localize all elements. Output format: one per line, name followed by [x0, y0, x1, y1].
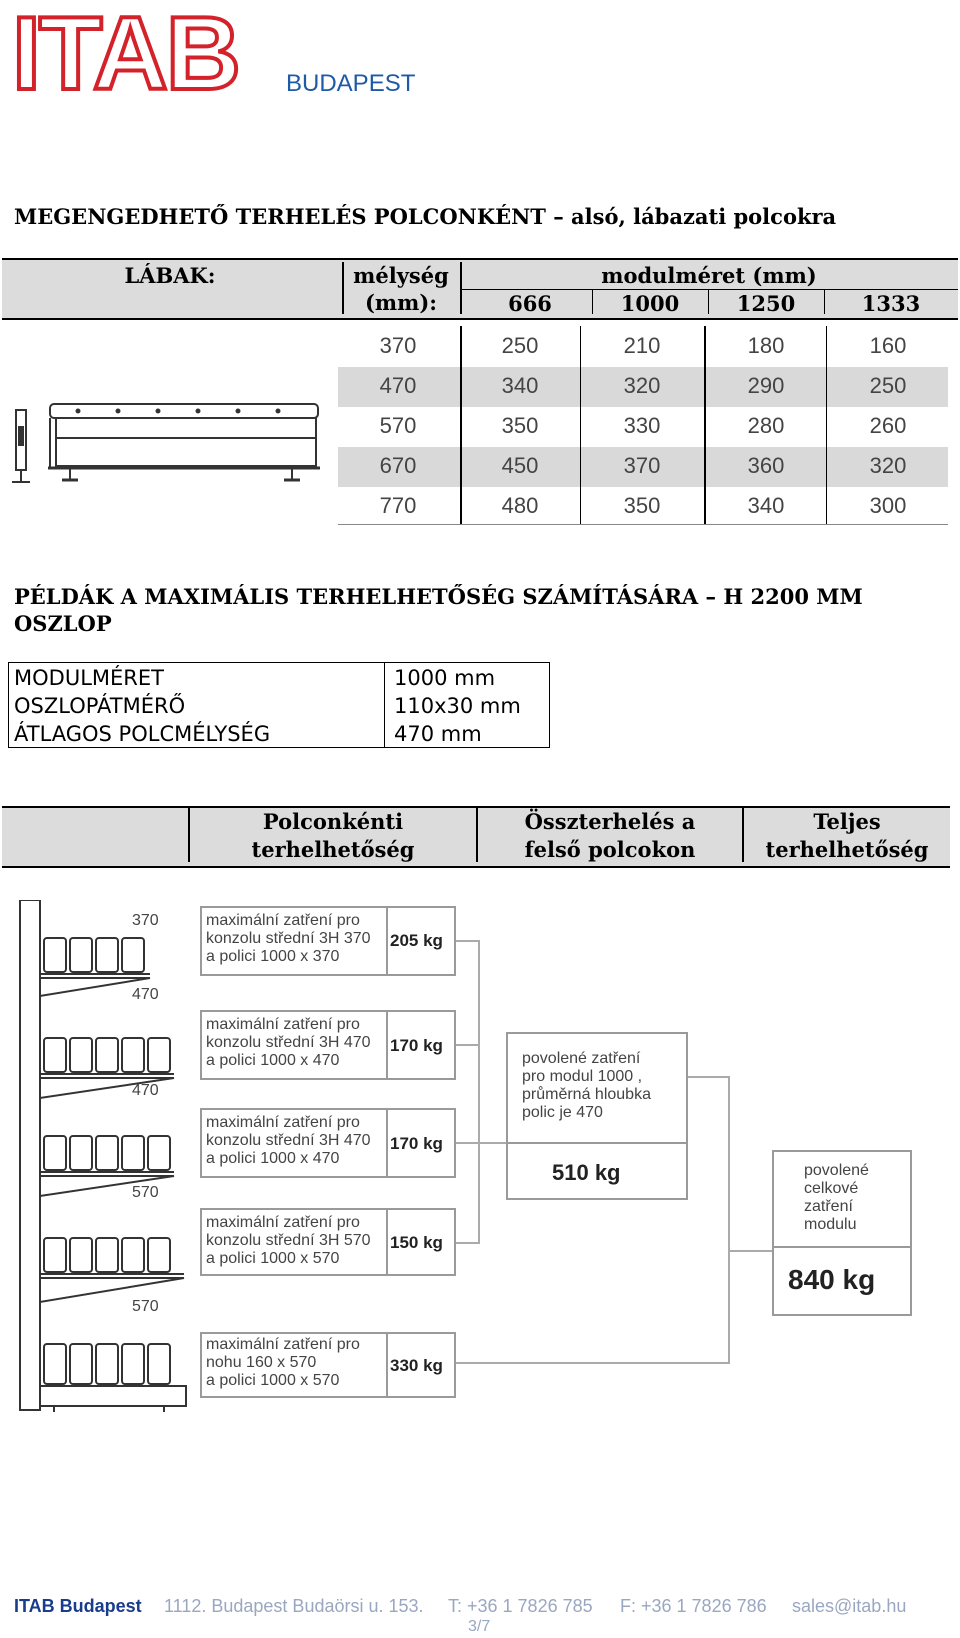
param-label: MODULMÉRET: [14, 666, 164, 690]
value-cell: 330: [623, 413, 661, 438]
column-full-load: Teljes: [813, 809, 881, 834]
shelf-desc: a polici 1000 x 470: [206, 1150, 340, 1167]
value-cell: 450: [501, 453, 539, 478]
shelf-desc: a polici 1000 x 570: [206, 1250, 340, 1267]
value-cell: 350: [501, 413, 539, 438]
value-cell: 210: [623, 333, 661, 358]
total-desc: celkové: [804, 1180, 859, 1197]
depth-label: 470: [132, 986, 159, 1003]
value-cell: 340: [501, 373, 539, 398]
shelf-load-value: 330 kg: [390, 1356, 443, 1375]
total-desc: povolené: [804, 1162, 869, 1179]
footer-fax: F: +36 1 7826 786: [620, 1596, 767, 1616]
depth-label: 570: [132, 1184, 159, 1201]
depth-cell: 470: [379, 373, 417, 398]
depth-label: 570: [132, 1298, 159, 1315]
value-cell: 300: [869, 493, 907, 518]
depth-label: 370: [132, 912, 159, 929]
module-desc: pro modul 1000 ,: [522, 1068, 643, 1085]
value-cell: 260: [869, 413, 907, 438]
page-number: 3/7: [468, 1618, 491, 1635]
value-cell: 370: [623, 453, 661, 478]
value-cell: 360: [747, 453, 785, 478]
value-cell: 180: [747, 333, 785, 358]
shelving-unit-illustration: [14, 900, 194, 1412]
shelf-desc: a polici 1000 x 570: [206, 1372, 340, 1389]
value-cell: 250: [501, 333, 539, 358]
module-size-1000: 1000: [620, 291, 680, 316]
value-cell: 480: [501, 493, 539, 518]
value-cell: 320: [869, 453, 907, 478]
value-cell: 250: [869, 373, 907, 398]
module-desc: průměrná hloubka: [522, 1086, 651, 1103]
value-cell: 280: [747, 413, 785, 438]
shelf-desc: maximální zatření pro: [206, 1016, 360, 1033]
column-upper-total: Összterhelés a: [524, 809, 696, 834]
module-size-1250: 1250: [736, 291, 796, 316]
module-load-value: 510 kg: [552, 1160, 621, 1185]
value-cell: 350: [623, 493, 661, 518]
depth-cell: 570: [379, 413, 417, 438]
param-value: 110x30 mm: [394, 694, 521, 718]
shelf-desc: maximální zatření pro: [206, 1336, 360, 1353]
param-label: OSZLOPÁTMÉRŐ: [14, 694, 186, 718]
footer-address: 1112. Budapest Budaörsi u. 153.: [164, 1596, 424, 1616]
shelf-desc: konzolu střední 3H 370: [206, 930, 371, 947]
column-full-load-2: terhelhetőség: [765, 837, 929, 862]
depth-label: 470: [132, 1082, 159, 1099]
param-value: 1000 mm: [394, 666, 496, 690]
total-load-value: 840 kg: [788, 1264, 876, 1295]
base-shelf-illustration: [8, 396, 338, 488]
shelf-desc: konzolu střední 3H 470: [206, 1034, 371, 1051]
module-size-666: 666: [508, 291, 552, 316]
column-upper-total-2: felső polcokon: [524, 837, 696, 862]
param-value: 470 mm: [394, 722, 482, 746]
footer-email[interactable]: sales@itab.hu: [792, 1596, 907, 1616]
shelf-desc: maximální zatření pro: [206, 1214, 360, 1231]
param-label: ÁTLAGOS POLCMÉLYSÉG: [14, 722, 271, 746]
shelf-desc: maximální zatření pro: [206, 912, 360, 929]
shelf-load-value: 170 kg: [390, 1134, 443, 1153]
shelf-desc: a polici 1000 x 470: [206, 1052, 340, 1069]
value-cell: 320: [623, 373, 661, 398]
column-shelf-load: Polconkénti: [262, 809, 404, 834]
section1-title: MEGENGEDHETŐ TERHELÉS POLCONKÉNT – alsó, lábazati polcokra: [14, 204, 837, 229]
shelf-desc: nohu 160 x 570: [206, 1354, 317, 1371]
shelf-desc: konzolu střední 3H 570: [206, 1232, 371, 1249]
depth-label: mélység: [353, 263, 449, 288]
shelf-desc: maximální zatření pro: [206, 1114, 360, 1131]
value-cell: 290: [747, 373, 785, 398]
footer-company: ITAB Budapest: [14, 1596, 142, 1616]
module-desc: polic je 470: [522, 1104, 603, 1121]
shelf-desc: a polici 1000 x 370: [206, 948, 340, 965]
total-desc: zatření: [804, 1198, 853, 1215]
module-desc: povolené zatření: [522, 1050, 641, 1067]
itab-logo: ITAB: [12, 0, 239, 112]
logo-city: BUDAPEST: [286, 70, 416, 97]
shelf-load-value: 170 kg: [390, 1036, 443, 1055]
depth-unit-label: (mm):: [364, 290, 438, 315]
total-desc: modulu: [804, 1216, 857, 1233]
module-size-label: modulméret (mm): [601, 263, 817, 288]
shelf-load-value: 150 kg: [390, 1233, 443, 1252]
module-size-1333: 1333: [861, 291, 921, 316]
footer-phone: T: +36 1 7826 785: [448, 1596, 593, 1616]
shelf-load-value: 205 kg: [390, 931, 443, 950]
value-cell: 160: [869, 333, 907, 358]
value-cell: 340: [747, 493, 785, 518]
depth-cell: 770: [379, 493, 417, 518]
depth-cell: 370: [379, 333, 417, 358]
shelf-desc: konzolu střední 3H 470: [206, 1132, 371, 1149]
column-shelf-load-2: terhelhetőség: [251, 837, 415, 862]
legs-label: LÁBAK:: [124, 263, 216, 288]
depth-cell: 670: [379, 453, 417, 478]
section2-title: PÉLDÁK A MAXIMÁLIS TERHELHETŐSÉG SZÁMÍTÁSÁRA – H 2200 MM: [14, 584, 863, 609]
section2-title-cont: OSZLOP: [14, 611, 112, 636]
